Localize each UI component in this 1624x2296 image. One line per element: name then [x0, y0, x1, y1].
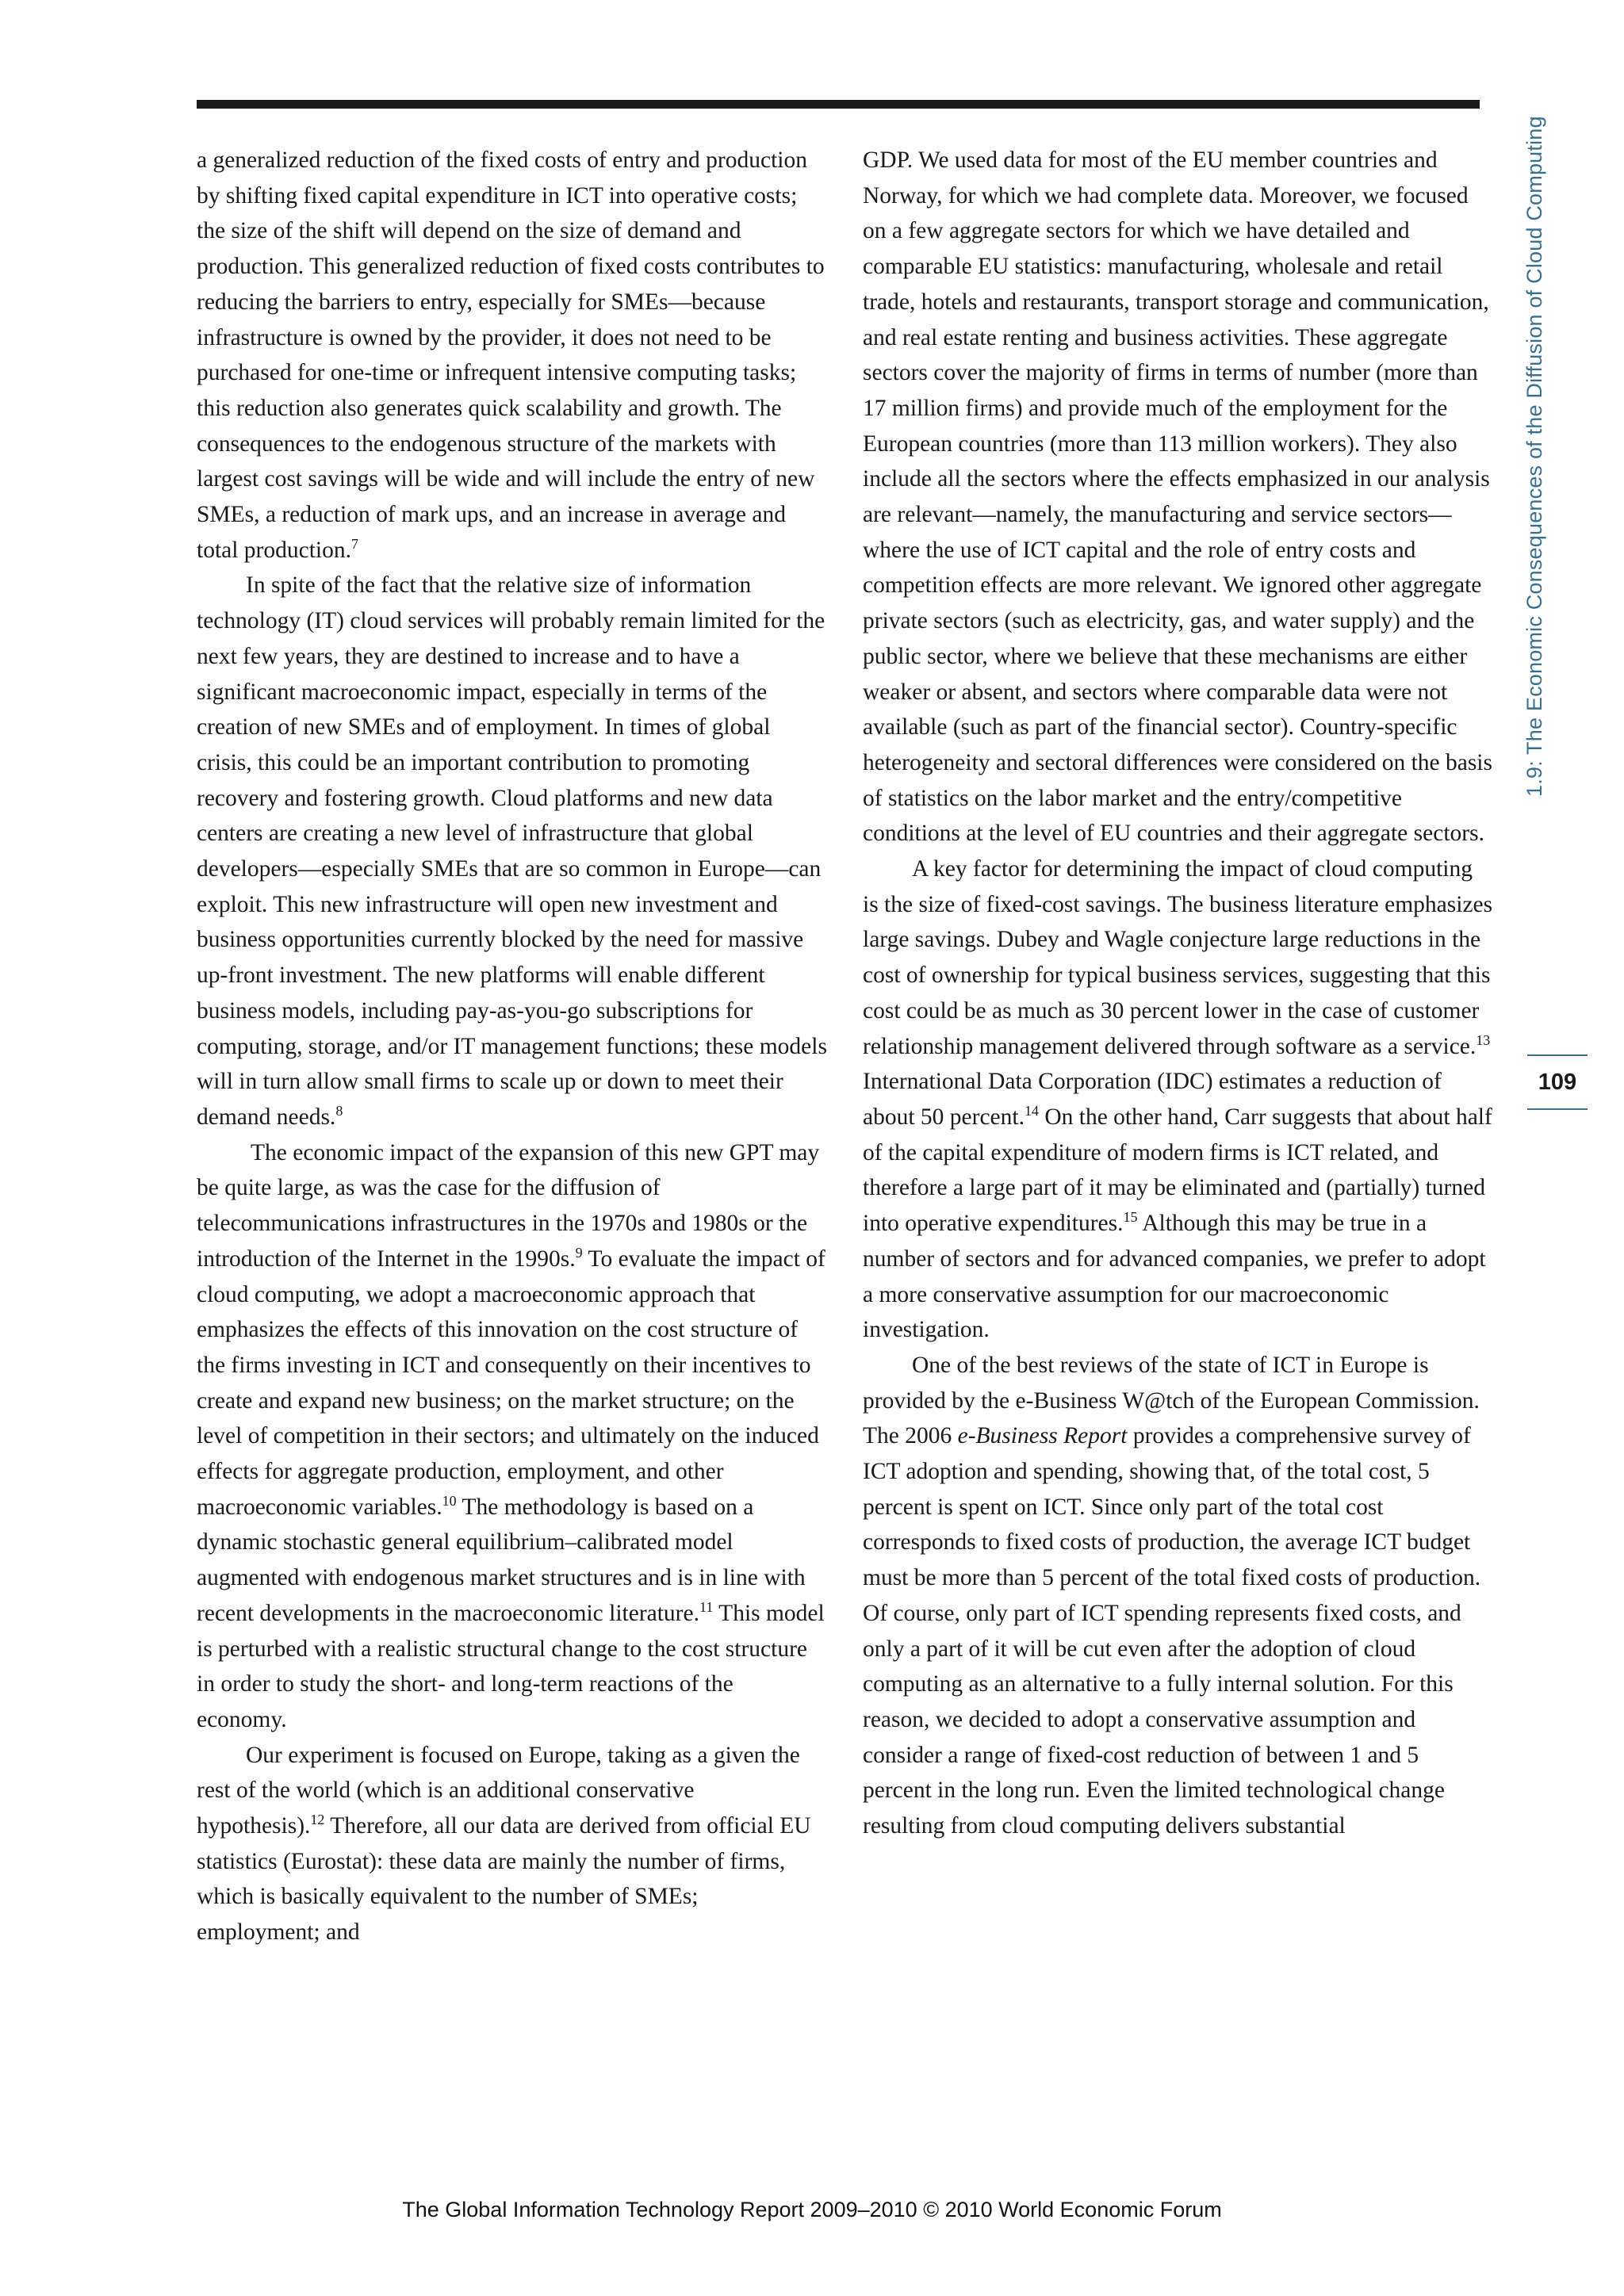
top-rule — [197, 100, 1480, 109]
footnote-ref: 13 — [1476, 1031, 1491, 1048]
footnote-ref: 7 — [351, 535, 358, 552]
left-column — [197, 143, 827, 1950]
paragraph: a generalized reduction of the fixed costs of entry and production by shifting fixed capital expenditure in ICT into operative costs; the size of the shift will depend on the size of demand and production. This generalized reduction of fixed costs contributes to reducing the barriers to entry, especially for SMEs—because infrastructure is owned by the provider, it does not need to be purchased for one-time or infrequent intensive computing tasks; this reduction also generates quick scalability and growth. The consequences to the endogenous structure of the markets with largest cost savings will be wide and will include the entry of new SMEs, a reduction of mark ups, and an increase in average and total production.$^7$ — [197, 147, 825, 563]
paragraph: One of the best reviews of the state of ICT in Europe is provided by the e-Business W@tch of the European Commission. The 2006 e-Business Report provides a comprehensive survey of ICT adoption and spending, showing that, of the total cost, 5 percent is spent on ICT. Since only part of the total cost corresponds to fixed costs of production, the average ICT budget must be more than 5 percent of the total fixed costs of production. Of course, only part of ICT spending represents fixed costs, and only a part of it will be cut even after the adoption of cloud computing as an alternative to a fully internal solution. For this reason, we decided to adopt a conservative assumption and consider a range of fixed-cost reduction of between 1 and 5 percent in the long run. Even the limited technological change resulting from cloud computing delivers substantial — [863, 1352, 1481, 1839]
right-column — [863, 143, 1493, 1844]
paragraph: The economic impact of the expansion of this new GPT may be quite large, as was the case for the diffusion of telecommunications infrastructures in the 1970s and 1980s or the introduction of the Internet in the 1990s.$^9$ To evaluate the impact of cloud computing, we adopt a macroeconomic approach that emphasizes the effects of this innovation on the cost structure of the firms investing in ICT and consequently on their incentives to create and expand new business; on the market structure; on the level of competition in their sectors; and ultimately on the induced effects for aggregate production, employment, and other macroeconomic variables.$^{10}$ The methodology is based on a dynamic stochastic general equilibrium–calibrated model augmented with endogenous market structures and is in line with recent developments in the macroeconomic literature.$^{11}$ This model is perturbed with a realistic structural change to the cost structure in order to study the short- and long-term reactions of the economy. — [197, 1139, 825, 1732]
running-head: 1.9: The Economic Consequences of the Diffusion of Cloud Computing — [1522, 116, 1546, 797]
paragraph: In spite of the fact that the relative size of information technology (IT) cloud services will probably remain limited for the next few years, they are destined to increase and to have a significant macroeconomic impact, especially in terms of the creation of new SMEs and of employment. In times of global crisis, this could be an important contribution to promoting recovery and fostering growth. Cloud platforms and new data centers are creating a new level of infrastructure that global developers—especially SMEs that are so common in Europe—can exploit. This new infrastructure will open new investment and business opportunities currently blocked by the need for massive up-front investment. The new platforms will enable different business models, including pay-as-you-go subscriptions for computing, storage, and/or IT management functions; these models will in turn allow small firms to scale up or down to meet their demand needs.$^8$ — [197, 572, 827, 1130]
footnote-ref: 9 — [575, 1244, 583, 1261]
page-number: 109 — [1538, 1069, 1577, 1095]
footnote-ref: 11 — [699, 1599, 714, 1615]
report-title: e-Business Report — [957, 1423, 1128, 1449]
footnote-ref: 12 — [310, 1812, 325, 1828]
footnote-ref: 15 — [1123, 1209, 1138, 1226]
footnote-ref: 10 — [442, 1492, 457, 1509]
paragraph: Our experiment is focused on Europe, taking as a given the rest of the world (which is an additional conservative hypothesis).$^{12}$ Therefore, all our data are derived from official EU statistics (Eurostat): these data are mainly the number of firms, which is basically equivalent to the number of SMEs; employment; and — [197, 1742, 811, 1946]
footnote-ref: 8 — [335, 1103, 343, 1119]
page-number-box — [1527, 1054, 1588, 1110]
footnote-ref: 14 — [1024, 1103, 1039, 1119]
paragraph: GDP. We used data for most of the EU member countries and Norway, for which we had complete data. Moreover, we focused on a few aggregate sectors for which we have detailed and comparable EU statistics: manufacturing, wholesale and retail trade, hotels and restaurants, transport storage and communication, and real estate renting and business activities. These aggregate sectors cover the majority of firms in terms of number (more than 17 million firms) and provide much of the employment for the European countries (more than 113 million workers). They also include all the sectors where the effects emphasized in our analysis are relevant—namely, the manufacturing and service sectors—where the use of ICT capital and the role of entry costs and competition effects are more relevant. We ignored other aggregate private sectors (such as electricity, gas, and water supply) and the public sector, where we believe that these mechanisms are either weaker or absent, and sectors where comparable data were not available (such as part of the financial sector). Country-specific heterogeneity and sectoral differences were considered on the basis of statistics on the labor market and the entry/competitive conditions at the level of EU countries and their aggregate sectors. — [863, 147, 1492, 847]
footer: The Global Information Technology Report 2009–2010 © 2010 World Economic Forum — [402, 2198, 1222, 2221]
paragraph: A key factor for determining the impact of cloud computing is the size of fixed-cost savings. The business literature emphasizes large savings. Dubey and Wagle conjecture large reductions in the cost of ownership for typical business services, suggesting that this cost could be as much as 30 percent lower in the case of customer relationship management delivered through software as a service.$^{13}$ International Data Corporation (IDC) estimates a reduction of about 50 percent.$^{14}$ On the other hand, Carr suggests that about half of the capital expenditure of modern firms is ICT related, and therefore a large part of it may be eliminated and (partially) turned into operative expenditures.$^{15}$ Although this may be true in a number of sectors and for advanced companies, we prefer to adopt a more conservative assumption for our macroeconomic investigation. — [863, 856, 1493, 1343]
